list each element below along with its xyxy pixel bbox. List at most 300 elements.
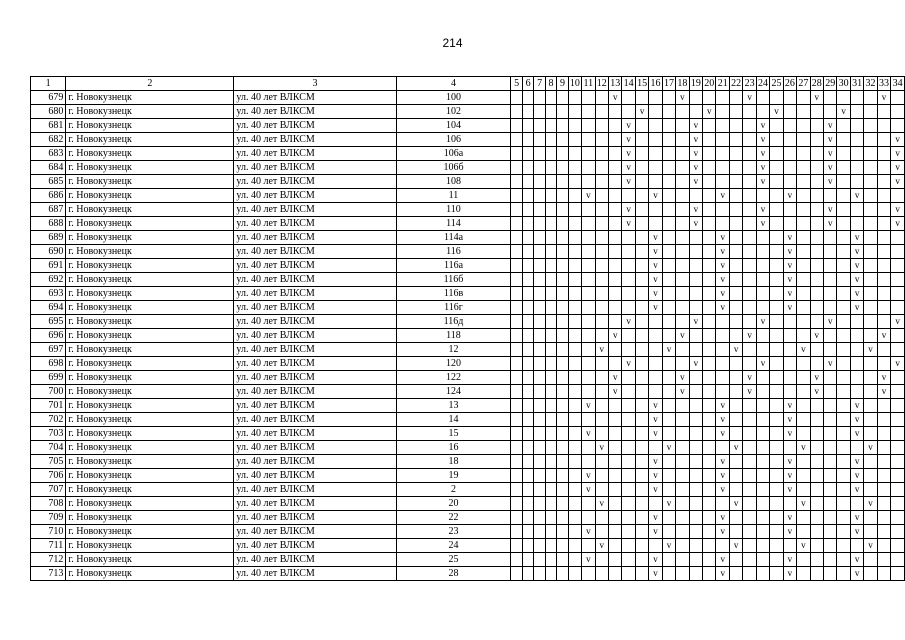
empty-cell: [823, 91, 836, 105]
empty-cell: [729, 469, 742, 483]
empty-cell: [877, 175, 890, 189]
empty-cell: [676, 427, 689, 441]
check-mark: v: [729, 539, 742, 553]
empty-cell: [689, 105, 702, 119]
empty-cell: [797, 133, 810, 147]
empty-cell: [622, 413, 635, 427]
empty-cell: [557, 315, 568, 329]
empty-cell: [608, 245, 621, 259]
empty-cell: [608, 287, 621, 301]
empty-cell: [877, 315, 890, 329]
empty-cell: [743, 273, 756, 287]
empty-cell: [511, 287, 522, 301]
empty-cell: [676, 287, 689, 301]
empty-cell: [864, 399, 877, 413]
empty-cell: [877, 511, 890, 525]
empty-cell: [582, 329, 595, 343]
empty-cell: [837, 427, 850, 441]
empty-cell: [837, 217, 850, 231]
column-header: 2: [66, 77, 234, 91]
table-row: [31, 455, 905, 469]
empty-cell: [545, 133, 556, 147]
empty-cell: [662, 259, 675, 273]
empty-cell: [557, 525, 568, 539]
city-cell: г. Новокузнецк: [66, 175, 234, 189]
register-table: [30, 76, 905, 581]
empty-cell: [877, 301, 890, 315]
house-cell: 106б: [396, 161, 511, 175]
column-header: 13: [610, 78, 621, 89]
empty-cell: [743, 301, 756, 315]
empty-cell: [891, 427, 905, 441]
empty-cell: [649, 497, 662, 511]
empty-cell: [810, 469, 823, 483]
empty-cell: [557, 203, 568, 217]
empty-cell: [676, 147, 689, 161]
empty-cell: [810, 175, 823, 189]
empty-cell: [864, 245, 877, 259]
empty-cell: [729, 189, 742, 203]
empty-cell: [743, 119, 756, 133]
empty-cell: [649, 203, 662, 217]
check-mark: v: [783, 469, 796, 483]
empty-cell: [608, 147, 621, 161]
street-cell: ул. 40 лет ВЛКСМ: [234, 567, 396, 581]
row-number: 698: [31, 357, 66, 371]
empty-cell: [522, 217, 533, 231]
empty-cell: [864, 357, 877, 371]
table-row: [31, 329, 905, 343]
empty-cell: [770, 329, 783, 343]
empty-cell: [608, 357, 621, 371]
row-number: 710: [31, 525, 66, 539]
empty-cell: [649, 119, 662, 133]
empty-cell: [568, 119, 581, 133]
house-cell: 116д: [396, 315, 511, 329]
empty-cell: [557, 301, 568, 315]
empty-cell: [582, 161, 595, 175]
city-cell: г. Новокузнецк: [66, 371, 234, 385]
check-mark: v: [756, 203, 769, 217]
empty-cell: [864, 511, 877, 525]
empty-cell: [756, 427, 769, 441]
empty-cell: [837, 567, 850, 581]
street-cell: ул. 40 лет ВЛКСМ: [234, 203, 396, 217]
empty-cell: [756, 539, 769, 553]
empty-cell: [783, 147, 796, 161]
empty-cell: [703, 539, 716, 553]
empty-cell: [522, 357, 533, 371]
check-mark: v: [743, 371, 756, 385]
empty-cell: [703, 175, 716, 189]
empty-cell: [511, 105, 522, 119]
empty-cell: [770, 287, 783, 301]
empty-cell: [743, 133, 756, 147]
empty-cell: [729, 427, 742, 441]
table-row: [31, 427, 905, 441]
empty-cell: [534, 385, 545, 399]
empty-cell: [716, 385, 729, 399]
empty-cell: [837, 413, 850, 427]
check-mark: v: [891, 357, 905, 371]
check-mark: v: [716, 245, 729, 259]
empty-cell: [877, 217, 890, 231]
empty-cell: [770, 175, 783, 189]
check-mark: v: [689, 217, 702, 231]
empty-cell: [522, 469, 533, 483]
check-mark: v: [850, 259, 863, 273]
empty-cell: [810, 539, 823, 553]
empty-cell: [743, 511, 756, 525]
check-mark: v: [729, 441, 742, 455]
empty-cell: [703, 469, 716, 483]
empty-cell: [743, 525, 756, 539]
check-mark: v: [770, 105, 783, 119]
empty-cell: [522, 525, 533, 539]
row-number: 696: [31, 329, 66, 343]
check-mark: v: [662, 343, 675, 357]
city-cell: г. Новокузнецк: [66, 301, 234, 315]
house-cell: 124: [396, 385, 511, 399]
empty-cell: [568, 315, 581, 329]
check-mark: v: [595, 343, 608, 357]
empty-cell: [797, 469, 810, 483]
empty-cell: [797, 301, 810, 315]
column-header: 24: [758, 78, 769, 89]
empty-cell: [743, 441, 756, 455]
city-cell: г. Новокузнецк: [66, 273, 234, 287]
empty-cell: [729, 259, 742, 273]
empty-cell: [703, 231, 716, 245]
empty-cell: [608, 511, 621, 525]
empty-cell: [756, 413, 769, 427]
empty-cell: [756, 343, 769, 357]
house-cell: 102: [396, 105, 511, 119]
empty-cell: [837, 497, 850, 511]
empty-cell: [837, 357, 850, 371]
empty-cell: [891, 399, 905, 413]
empty-cell: [770, 343, 783, 357]
check-mark: v: [716, 301, 729, 315]
empty-cell: [676, 413, 689, 427]
empty-cell: [595, 175, 608, 189]
city-cell: г. Новокузнецк: [66, 413, 234, 427]
row-number: 697: [31, 343, 66, 357]
check-mark: v: [676, 371, 689, 385]
empty-cell: [582, 147, 595, 161]
row-number: 688: [31, 217, 66, 231]
empty-cell: [534, 329, 545, 343]
empty-cell: [557, 413, 568, 427]
empty-cell: [622, 427, 635, 441]
empty-cell: [729, 175, 742, 189]
house-cell: 122: [396, 371, 511, 385]
empty-cell: [545, 301, 556, 315]
empty-cell: [689, 301, 702, 315]
empty-cell: [568, 441, 581, 455]
empty-cell: [676, 217, 689, 231]
empty-cell: [534, 343, 545, 357]
row-number: 706: [31, 469, 66, 483]
empty-cell: [689, 483, 702, 497]
empty-cell: [534, 497, 545, 511]
table-row: [31, 483, 905, 497]
empty-cell: [582, 175, 595, 189]
street-cell: ул. 40 лет ВЛКСМ: [234, 231, 396, 245]
empty-cell: [511, 343, 522, 357]
empty-cell: [864, 161, 877, 175]
check-mark: v: [662, 441, 675, 455]
column-header: 4: [396, 77, 511, 91]
empty-cell: [568, 161, 581, 175]
check-mark: v: [756, 161, 769, 175]
empty-cell: [595, 301, 608, 315]
check-mark: v: [582, 553, 595, 567]
empty-cell: [557, 567, 568, 581]
street-cell: ул. 40 лет ВЛКСМ: [234, 455, 396, 469]
empty-cell: [877, 413, 890, 427]
empty-cell: [534, 371, 545, 385]
row-number: 712: [31, 553, 66, 567]
header-row: [31, 77, 905, 91]
check-mark: v: [716, 525, 729, 539]
empty-cell: [635, 357, 648, 371]
empty-cell: [783, 385, 796, 399]
empty-cell: [837, 455, 850, 469]
check-mark: v: [689, 357, 702, 371]
table-row: [31, 497, 905, 511]
empty-cell: [595, 483, 608, 497]
empty-cell: [837, 147, 850, 161]
empty-cell: [545, 147, 556, 161]
empty-cell: [545, 329, 556, 343]
empty-cell: [810, 161, 823, 175]
check-mark: v: [850, 413, 863, 427]
column-header: 22: [731, 78, 742, 89]
empty-cell: [511, 231, 522, 245]
empty-cell: [649, 315, 662, 329]
empty-cell: [545, 483, 556, 497]
empty-cell: [797, 511, 810, 525]
check-mark: v: [582, 525, 595, 539]
empty-cell: [608, 427, 621, 441]
empty-cell: [877, 441, 890, 455]
house-cell: 22: [396, 511, 511, 525]
empty-cell: [850, 329, 863, 343]
check-mark: v: [783, 399, 796, 413]
check-mark: v: [662, 539, 675, 553]
empty-cell: [511, 553, 522, 567]
empty-cell: [511, 413, 522, 427]
table-row: [31, 231, 905, 245]
check-mark: v: [716, 455, 729, 469]
empty-cell: [756, 301, 769, 315]
house-cell: 24: [396, 539, 511, 553]
empty-cell: [810, 217, 823, 231]
empty-cell: [783, 105, 796, 119]
empty-cell: [756, 287, 769, 301]
table-row: [31, 539, 905, 553]
empty-cell: [534, 315, 545, 329]
empty-cell: [770, 525, 783, 539]
empty-cell: [770, 273, 783, 287]
empty-cell: [568, 217, 581, 231]
empty-cell: [729, 315, 742, 329]
empty-cell: [649, 175, 662, 189]
table-row: [31, 525, 905, 539]
empty-cell: [662, 245, 675, 259]
empty-cell: [864, 315, 877, 329]
table-row: [31, 441, 905, 455]
empty-cell: [797, 483, 810, 497]
empty-cell: [545, 203, 556, 217]
empty-cell: [783, 357, 796, 371]
empty-cell: [837, 189, 850, 203]
empty-cell: [582, 357, 595, 371]
check-mark: v: [608, 385, 621, 399]
check-mark: v: [850, 427, 863, 441]
empty-cell: [582, 91, 595, 105]
table-row: [31, 259, 905, 273]
empty-cell: [545, 357, 556, 371]
empty-cell: [850, 539, 863, 553]
empty-cell: [716, 203, 729, 217]
empty-cell: [582, 371, 595, 385]
street-cell: ул. 40 лет ВЛКСМ: [234, 301, 396, 315]
empty-cell: [770, 147, 783, 161]
column-header: 30: [838, 78, 849, 89]
empty-cell: [595, 147, 608, 161]
empty-cell: [568, 357, 581, 371]
column-header: 27: [798, 78, 809, 89]
empty-cell: [568, 301, 581, 315]
empty-cell: [797, 105, 810, 119]
empty-cell: [534, 147, 545, 161]
empty-cell: [837, 161, 850, 175]
empty-cell: [864, 427, 877, 441]
empty-cell: [568, 553, 581, 567]
empty-cell: [511, 203, 522, 217]
check-mark: v: [850, 301, 863, 315]
empty-cell: [545, 231, 556, 245]
check-mark: v: [595, 441, 608, 455]
empty-cell: [729, 231, 742, 245]
empty-cell: [622, 273, 635, 287]
empty-cell: [756, 399, 769, 413]
empty-cell: [545, 105, 556, 119]
empty-cell: [770, 497, 783, 511]
empty-cell: [729, 301, 742, 315]
empty-cell: [850, 497, 863, 511]
empty-cell: [545, 343, 556, 357]
empty-cell: [662, 511, 675, 525]
empty-cell: [877, 567, 890, 581]
empty-cell: [823, 259, 836, 273]
check-mark: v: [823, 147, 836, 161]
column-header: 19: [690, 78, 701, 89]
empty-cell: [511, 91, 522, 105]
empty-cell: [837, 553, 850, 567]
empty-cell: [877, 483, 890, 497]
empty-cell: [649, 133, 662, 147]
empty-cell: [522, 161, 533, 175]
row-number: 707: [31, 483, 66, 497]
table-row: [31, 385, 905, 399]
empty-cell: [568, 483, 581, 497]
street-cell: ул. 40 лет ВЛКСМ: [234, 525, 396, 539]
empty-cell: [703, 455, 716, 469]
check-mark: v: [837, 105, 850, 119]
empty-cell: [676, 441, 689, 455]
column-header: 26: [784, 78, 795, 89]
empty-cell: [676, 175, 689, 189]
empty-cell: [545, 539, 556, 553]
empty-cell: [864, 105, 877, 119]
empty-cell: [837, 91, 850, 105]
empty-cell: [729, 273, 742, 287]
empty-cell: [797, 161, 810, 175]
empty-cell: [522, 189, 533, 203]
empty-cell: [662, 329, 675, 343]
check-mark: v: [783, 553, 796, 567]
empty-cell: [511, 455, 522, 469]
check-mark: v: [582, 427, 595, 441]
row-number: 705: [31, 455, 66, 469]
column-header: 7: [534, 77, 545, 91]
house-cell: 14: [396, 413, 511, 427]
empty-cell: [622, 259, 635, 273]
empty-cell: [823, 273, 836, 287]
row-number: 713: [31, 567, 66, 581]
house-cell: 2: [396, 483, 511, 497]
empty-cell: [877, 287, 890, 301]
empty-cell: [511, 119, 522, 133]
house-cell: 114: [396, 217, 511, 231]
check-mark: v: [891, 175, 905, 189]
empty-cell: [662, 399, 675, 413]
empty-cell: [608, 539, 621, 553]
empty-cell: [770, 133, 783, 147]
empty-cell: [689, 231, 702, 245]
empty-cell: [568, 455, 581, 469]
empty-cell: [689, 385, 702, 399]
city-cell: г. Новокузнецк: [66, 525, 234, 539]
empty-cell: [676, 539, 689, 553]
empty-cell: [649, 343, 662, 357]
empty-cell: [756, 525, 769, 539]
house-cell: 15: [396, 427, 511, 441]
row-number: 702: [31, 413, 66, 427]
empty-cell: [783, 315, 796, 329]
empty-cell: [534, 483, 545, 497]
empty-cell: [522, 119, 533, 133]
empty-cell: [568, 469, 581, 483]
check-mark: v: [850, 231, 863, 245]
empty-cell: [557, 553, 568, 567]
house-cell: 100: [396, 91, 511, 105]
empty-cell: [649, 91, 662, 105]
empty-cell: [703, 413, 716, 427]
empty-cell: [557, 483, 568, 497]
empty-cell: [756, 511, 769, 525]
check-mark: v: [823, 217, 836, 231]
empty-cell: [662, 147, 675, 161]
empty-cell: [582, 441, 595, 455]
empty-cell: [568, 567, 581, 581]
check-mark: v: [582, 399, 595, 413]
empty-cell: [568, 385, 581, 399]
empty-cell: [716, 497, 729, 511]
